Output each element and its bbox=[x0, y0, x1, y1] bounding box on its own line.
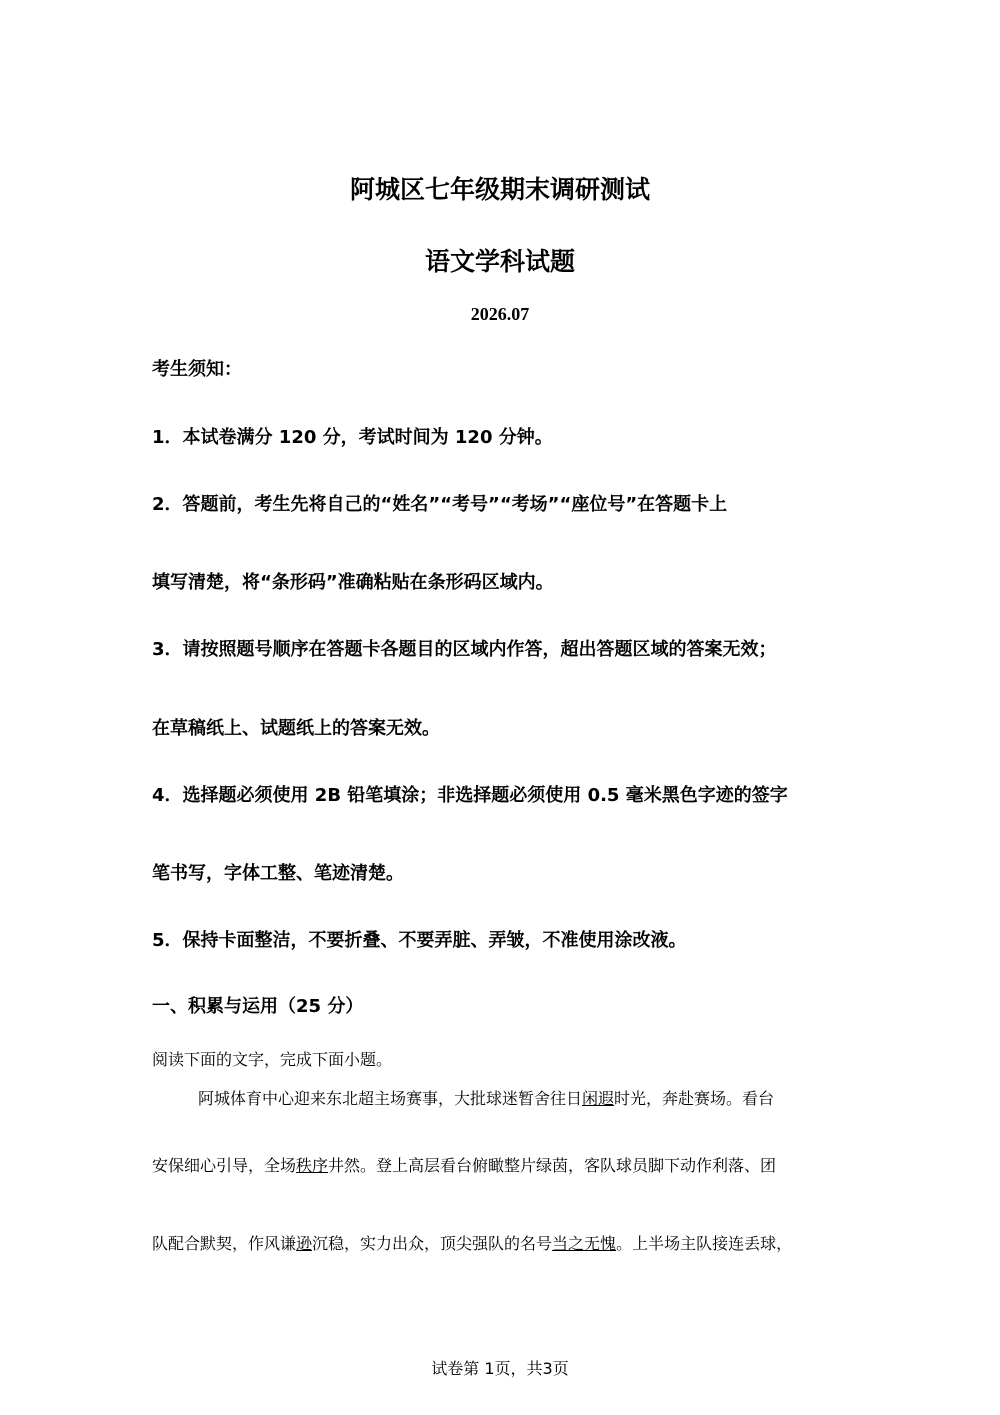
exam-title: 阿城区七年级期末调研测试 bbox=[349, 175, 650, 204]
passage-line-1 bbox=[198, 1086, 774, 1109]
notice-item-4-cont: 笔书写，字体工整、笔迹清楚。 bbox=[152, 863, 404, 884]
notice-heading: 考生须知： bbox=[152, 359, 242, 380]
passage-text: 井然。登上高层看台俯瞰整片绿茵，客队球员脚下动作利落、团 bbox=[328, 1156, 777, 1175]
reading-instruction: 阅读下面的文字，完成下面小题。 bbox=[152, 1050, 393, 1069]
passage-text: 队配合默契，作风谦 bbox=[152, 1234, 297, 1253]
passage-text: 时光，奔赴赛场。看台 bbox=[614, 1089, 775, 1108]
underlined-word: 秩序 bbox=[296, 1156, 329, 1175]
notice-item-3: 3．请按照题号顺序在答题卡各题目的区域内作答，超出答题区域的答案无效； bbox=[152, 639, 777, 660]
exam-date: 2026.07 bbox=[470, 304, 530, 324]
notice-item-1: 1．本试卷满分 120 分，考试时间为 120 分钟。 bbox=[152, 427, 553, 448]
underlined-word: 当之无愧 bbox=[552, 1234, 617, 1253]
passage-text: 安保细心引导，全场 bbox=[152, 1156, 297, 1175]
notice-item-2-cont: 填写清楚，将“条形码”准确粘贴在条形码区域内。 bbox=[152, 572, 554, 593]
exam-subtitle: 语文学科试题 bbox=[424, 247, 575, 276]
notice-item-2: 2．答题前，考生先将自己的“姓名”“考号”“考场”“座位号”在答题卡上 bbox=[152, 494, 728, 515]
page-footer: 试卷第 1页，共3页 bbox=[431, 1359, 569, 1378]
section-heading: 一、积累与运用（25 分） bbox=[152, 996, 364, 1017]
passage-line-2 bbox=[152, 1153, 776, 1176]
passage-text: 沉稳，实力出众，顶尖强队的名号 bbox=[312, 1234, 553, 1253]
notice-item-5: 5．保持卡面整洁，不要折叠、不要弄脏、弄皱，不准使用涂改液。 bbox=[152, 930, 687, 951]
passage-line-3 bbox=[152, 1231, 792, 1254]
notice-item-4: 4．选择题必须使用 2B 铅笔填涂；非选择题必须使用 0.5 毫米黑色字迹的签字 bbox=[152, 785, 788, 806]
underlined-word: 逊 bbox=[296, 1234, 313, 1253]
notice-item-3-cont: 在草稿纸上、试题纸上的答案无效。 bbox=[152, 718, 440, 739]
underlined-word: 闲遐 bbox=[582, 1089, 615, 1108]
passage-text: 。上半场主队接连丢球， bbox=[616, 1234, 793, 1253]
passage-text: 阿城体育中心迎来东北超主场赛事，大批球迷暂舍往日 bbox=[198, 1089, 583, 1108]
